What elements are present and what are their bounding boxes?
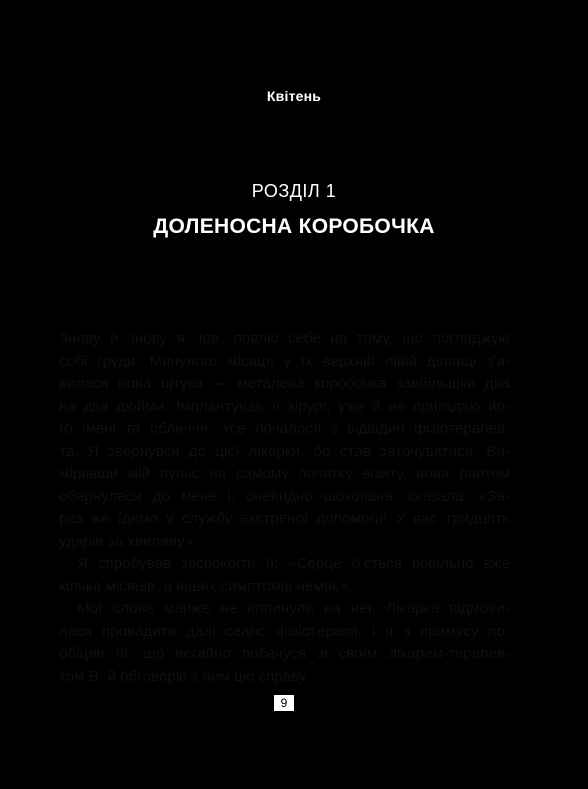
text-line: кілька місяців, а інших симптомів немає».	[59, 577, 353, 595]
text-line: собі груди. Минулого місяця у їх верхній лівій ділянці з’я-	[59, 352, 510, 370]
body-text	[59, 328, 510, 688]
text-line: мірявши мій пульс на самому початку візиту, вона раптом	[59, 465, 510, 482]
page-number: 9	[274, 695, 294, 711]
text-line: Я спробував заспокоїти її: «Серце б’ється повільно вже	[77, 555, 510, 572]
text-line: раз же їдемо у службу екстреної допомоги! У вас тридцять	[59, 510, 510, 527]
chapter-title: ДОЛЕНОСНА КОРОБОЧКА	[153, 215, 435, 238]
text-line: ударів за хвилину».	[59, 532, 198, 550]
running-head: Квітень	[266, 88, 322, 104]
text-line: обернулася до мене і, очевидно шокована, сказала: «За-	[59, 487, 510, 505]
text-line: лася провадити далі сеанс фізіотерапії, і я з примусу по-	[59, 622, 510, 640]
text-line: Мої слова майже не вплинули на неї. Лікарка відмови-	[77, 600, 510, 617]
text-line: го імені та обличчя. Усе почалося з відвідин фізіотерапев-	[59, 420, 510, 437]
text-line: Знову й знову я, Ірв, ловлю себе на тому, що погладжую	[59, 330, 510, 347]
text-line: обіцяв їй, що негайно побачуся зі своїм лікарем-терапев-	[59, 645, 510, 662]
text-line: та. Я звернувся до цієї лікарки, бо став заточуватися. Ви-	[59, 442, 510, 460]
chapter-label: РОЗДІЛ 1	[251, 181, 337, 201]
text-line: на два дюйми. Імплантував її хірург, уже й не пригадаю йо-	[59, 397, 510, 415]
text-line: вилася нова штука — металева коробочка завбільшки два	[59, 375, 510, 392]
text-line: том В. й обговорю з ним цю справу.	[59, 667, 310, 685]
